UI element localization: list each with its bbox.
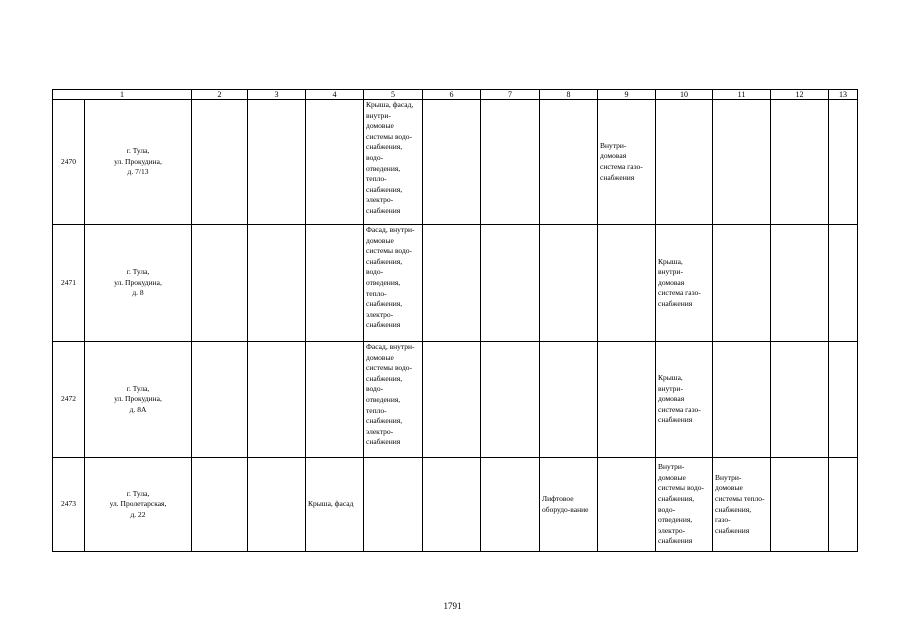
cell-line: внутри-	[366, 110, 391, 120]
address-line: ул. Прокудина,	[114, 156, 162, 166]
cell-line: снабжения,	[366, 142, 403, 152]
cell-line: Внутри-	[715, 472, 742, 482]
row-number: 2470	[53, 100, 85, 225]
column-header: 5	[364, 90, 423, 100]
cell-line: оборудо-вание	[542, 504, 589, 514]
address-line: д. 22	[130, 509, 146, 519]
table-row	[53, 225, 858, 342]
column-header: 12	[771, 90, 829, 100]
cell-line: снабжения,	[715, 504, 752, 514]
column-header: 10	[656, 90, 713, 100]
address-line: г. Тула,	[126, 383, 150, 393]
cell-line: снабжения	[658, 536, 693, 546]
empty-cell	[192, 342, 248, 458]
works-cell-col10	[656, 342, 713, 458]
cell-line: домовые	[715, 483, 743, 493]
empty-cell	[598, 458, 656, 552]
address-cell	[85, 225, 192, 342]
cell-line: Крыша,	[658, 256, 683, 266]
address-line: д. 7/13	[127, 167, 149, 177]
row-number: 2471	[53, 225, 85, 342]
address-line: ул. Прокудина,	[114, 277, 162, 287]
cell-line: электро-	[366, 309, 394, 319]
works-cell-col8	[540, 458, 598, 552]
column-header: 13	[829, 90, 858, 100]
schedule-table	[52, 89, 858, 552]
table-row	[53, 458, 858, 552]
cell-line: водо-	[366, 384, 384, 394]
empty-cell	[192, 458, 248, 552]
empty-cell	[423, 342, 481, 458]
empty-cell	[481, 458, 540, 552]
column-header: 11	[713, 90, 771, 100]
works-cell-col9	[598, 100, 656, 225]
empty-cell	[248, 342, 306, 458]
header-row	[53, 90, 858, 100]
empty-cell	[829, 342, 858, 458]
cell-line: Лифтовое	[542, 493, 574, 503]
cell-line: Фасад, внутри-	[366, 342, 415, 351]
empty-cell	[540, 225, 598, 342]
cell-line: Крыша, фасад,	[366, 100, 414, 109]
cell-line: водо-	[366, 152, 384, 162]
cell-line: Внутри-	[600, 140, 627, 150]
cell-line: отведения,	[366, 277, 401, 287]
column-header: 3	[248, 90, 306, 100]
cell-line: газо-	[715, 515, 731, 525]
empty-cell	[306, 342, 364, 458]
cell-line: снабжения,	[366, 256, 403, 266]
cell-line: внутри-	[658, 267, 683, 277]
cell-line: тепло-	[366, 288, 387, 298]
empty-cell	[771, 458, 829, 552]
works-cell-col4: Крыша, фасад	[306, 458, 364, 552]
empty-cell	[423, 100, 481, 225]
cell-line: системы водо-	[658, 483, 705, 493]
cell-line: снабжения	[715, 525, 750, 535]
cell-line: домовые	[366, 235, 394, 245]
column-header: 4	[306, 90, 364, 100]
cell-line: домовые	[366, 121, 394, 131]
address-line: д. 8	[132, 288, 144, 298]
empty-cell	[829, 100, 858, 225]
table-row	[53, 100, 858, 225]
works-cell-col5	[364, 342, 423, 458]
cell-line: Внутри-	[658, 462, 685, 472]
cell-line: электро-	[366, 426, 394, 436]
cell-line: снабжения	[366, 205, 401, 215]
empty-cell	[248, 100, 306, 225]
empty-cell	[481, 342, 540, 458]
cell-line: домовые	[366, 352, 394, 362]
cell-line: снабжения,	[366, 299, 403, 309]
cell-line: снабжения	[366, 437, 401, 447]
address-line: г. Тула,	[126, 267, 150, 277]
cell-line: отведения,	[366, 394, 401, 404]
cell-line: Фасад, внутри-	[366, 225, 415, 234]
cell-line: система газо-	[600, 162, 643, 171]
cell-line: система газо-	[658, 288, 701, 298]
cell-line: снабжения,	[366, 416, 403, 426]
cell-line: снабжения	[600, 172, 635, 182]
cell-line: электро-	[366, 195, 394, 205]
empty-cell	[192, 225, 248, 342]
address-cell	[85, 458, 192, 552]
column-header: 1	[53, 90, 192, 100]
works-cell-col10	[656, 225, 713, 342]
empty-cell	[829, 225, 858, 342]
empty-cell	[771, 342, 829, 458]
column-header: 8	[540, 90, 598, 100]
row-number: 2472	[53, 342, 85, 458]
address-line: ул. Пролетарская,	[109, 499, 167, 509]
empty-cell	[771, 100, 829, 225]
address-line: г. Тула,	[126, 488, 150, 498]
cell-line: электро-	[658, 525, 686, 535]
works-cell-col5	[364, 225, 423, 342]
address-cell	[85, 100, 192, 225]
column-header: 7	[481, 90, 540, 100]
cell-line: домовая	[600, 151, 627, 161]
empty-cell	[423, 458, 481, 552]
address-line: д. 8А	[129, 404, 147, 414]
page-number: 1791	[443, 601, 462, 611]
empty-cell	[713, 100, 771, 225]
empty-cell	[481, 225, 540, 342]
column-header: 2	[192, 90, 248, 100]
row-number: 2473	[53, 458, 85, 552]
cell-line: системы тепло-	[715, 493, 765, 503]
empty-cell	[771, 225, 829, 342]
cell-line: системы водо-	[366, 246, 413, 256]
empty-cell	[598, 225, 656, 342]
column-header: 9	[598, 90, 656, 100]
cell-line: водо-	[366, 267, 384, 277]
empty-cell	[598, 342, 656, 458]
empty-cell	[306, 225, 364, 342]
cell-line: системы водо-	[366, 131, 413, 141]
address-line: ул. Прокудина,	[114, 394, 162, 404]
cell-line: отведения,	[658, 515, 693, 525]
address-line: г. Тула,	[126, 146, 150, 156]
empty-cell	[713, 342, 771, 458]
empty-cell	[481, 100, 540, 225]
cell-line: водо-	[658, 504, 676, 514]
address-cell	[85, 342, 192, 458]
cell-line: Крыша,	[658, 373, 683, 383]
empty-cell	[423, 225, 481, 342]
cell-line: снабжения,	[366, 373, 403, 383]
empty-cell	[192, 100, 248, 225]
empty-cell	[306, 100, 364, 225]
cell-line: отведения,	[366, 163, 401, 173]
works-cell-col10	[656, 458, 713, 552]
empty-cell	[829, 458, 858, 552]
empty-cell	[540, 342, 598, 458]
table-row	[53, 342, 858, 458]
cell-line: снабжения,	[366, 184, 403, 194]
empty-cell	[364, 458, 423, 552]
empty-cell	[656, 100, 713, 225]
cell-line: снабжения	[366, 320, 401, 330]
cell-line: внутри-	[658, 383, 683, 393]
cell-line: снабжения	[658, 298, 693, 308]
empty-cell	[540, 100, 598, 225]
cell-line: тепло-	[366, 174, 387, 184]
cell-line: домовая	[658, 277, 685, 287]
column-header: 6	[423, 90, 481, 100]
cell-line: системы водо-	[366, 363, 413, 373]
cell-line: снабжения,	[658, 493, 695, 503]
cell-line: домовые	[658, 472, 686, 482]
cell-line: снабжения	[658, 415, 693, 425]
cell-line: домовая	[658, 394, 685, 404]
cell-line: система газо-	[658, 404, 701, 414]
works-cell-col11	[713, 458, 771, 552]
empty-cell	[248, 458, 306, 552]
empty-cell	[713, 225, 771, 342]
cell-line: тепло-	[366, 405, 387, 415]
empty-cell	[248, 225, 306, 342]
works-cell-col5	[364, 100, 423, 225]
